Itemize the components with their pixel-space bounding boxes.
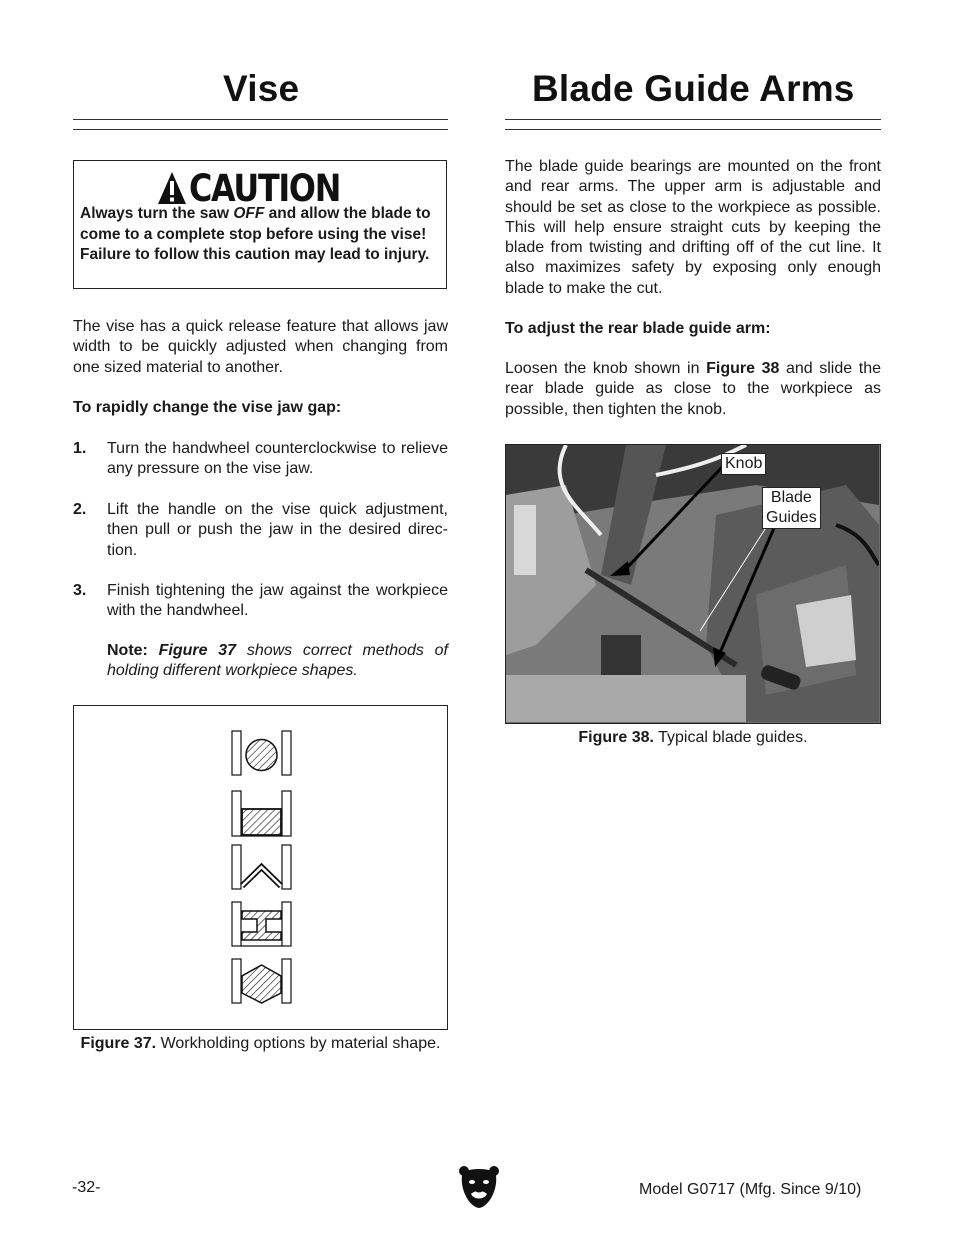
figure-38-caption: Figure 38. Typical blade guides. xyxy=(578,729,808,746)
title-rule-top-right xyxy=(505,119,881,120)
caution-text: Always turn the saw OFF and allow the blade to come to a complete stop before using the vise! Failure to follow this caution may lead to injury. xyxy=(80,205,431,263)
step-1-number: 1. xyxy=(73,440,87,457)
page-title-vise: Vise xyxy=(223,68,300,109)
blade-guides-callout: Blade Guides xyxy=(762,487,821,529)
angle-stock-icon xyxy=(232,845,291,889)
caution-box xyxy=(73,160,447,289)
workholding-diagram xyxy=(74,706,446,1028)
round-stock-icon xyxy=(232,731,291,775)
figure-37-caption: Figure 37. Workholding options by material shape. xyxy=(80,1035,441,1052)
page-number: -32- xyxy=(72,1179,101,1196)
title-rule-bottom xyxy=(73,129,448,130)
knob-callout: Knob xyxy=(721,453,766,475)
figure-38-photo xyxy=(505,444,881,724)
figure-37-box xyxy=(73,705,448,1030)
hex-stock-icon xyxy=(232,959,291,1003)
step-note: Note: Figure 37 shows correct methods of holding different workpiece shapes. xyxy=(107,642,448,680)
blade-guide-instruction: Loosen the knob shown in Figure 38 and slide the rear blade guide as close to the workpiece as possible, then tighten the knob. xyxy=(505,360,881,418)
warning-triangle-icon xyxy=(157,171,187,205)
square-stock-icon xyxy=(232,791,291,836)
blade-guide-intro: The blade guide bearings are mounted on the front and rear arms. The upper arm is adjustable and should be set as close to the workpiece as possible. This will help ensure straight cuts by keeping the blade from twisting and drifting off of the cut line. It also maximizes safety by exposing only enough blade to make the cut. xyxy=(505,158,881,297)
title-rule-top xyxy=(73,119,448,120)
step-2-number: 2. xyxy=(73,501,87,518)
step-1-text: Turn the handwheel counterclockwise to relieve any pressure on the vise jaw. xyxy=(107,440,448,478)
bear-logo-icon xyxy=(458,1163,500,1209)
model-footer: Model G0717 (Mfg. Since 9/10) xyxy=(639,1181,862,1198)
caution-header xyxy=(157,168,365,208)
i-beam-stock-icon xyxy=(232,902,291,946)
page-title-blade-guide-arms: Blade Guide Arms xyxy=(532,68,855,109)
vise-procedure-heading: To rapidly change the vise jaw gap: xyxy=(73,399,342,416)
vise-intro: The vise has a quick release feature that allows jaw width to be quickly adjusted when changing from one sized material to another. xyxy=(73,318,448,376)
step-3-text: Finish tightening the jaw against the workpiece with the handwheel. xyxy=(107,582,448,620)
step-2-text: Lift the handle on the vise quick adjustment, then pull or push the jaw in the desired direc-tion. xyxy=(107,501,448,559)
caution-heading: CAUTION xyxy=(189,166,341,210)
blade-guide-procedure-heading: To adjust the rear blade guide arm: xyxy=(505,320,771,337)
title-rule-bottom-right xyxy=(505,129,881,130)
step-3-number: 3. xyxy=(73,582,87,599)
bandsaw-photo-image xyxy=(506,445,879,722)
